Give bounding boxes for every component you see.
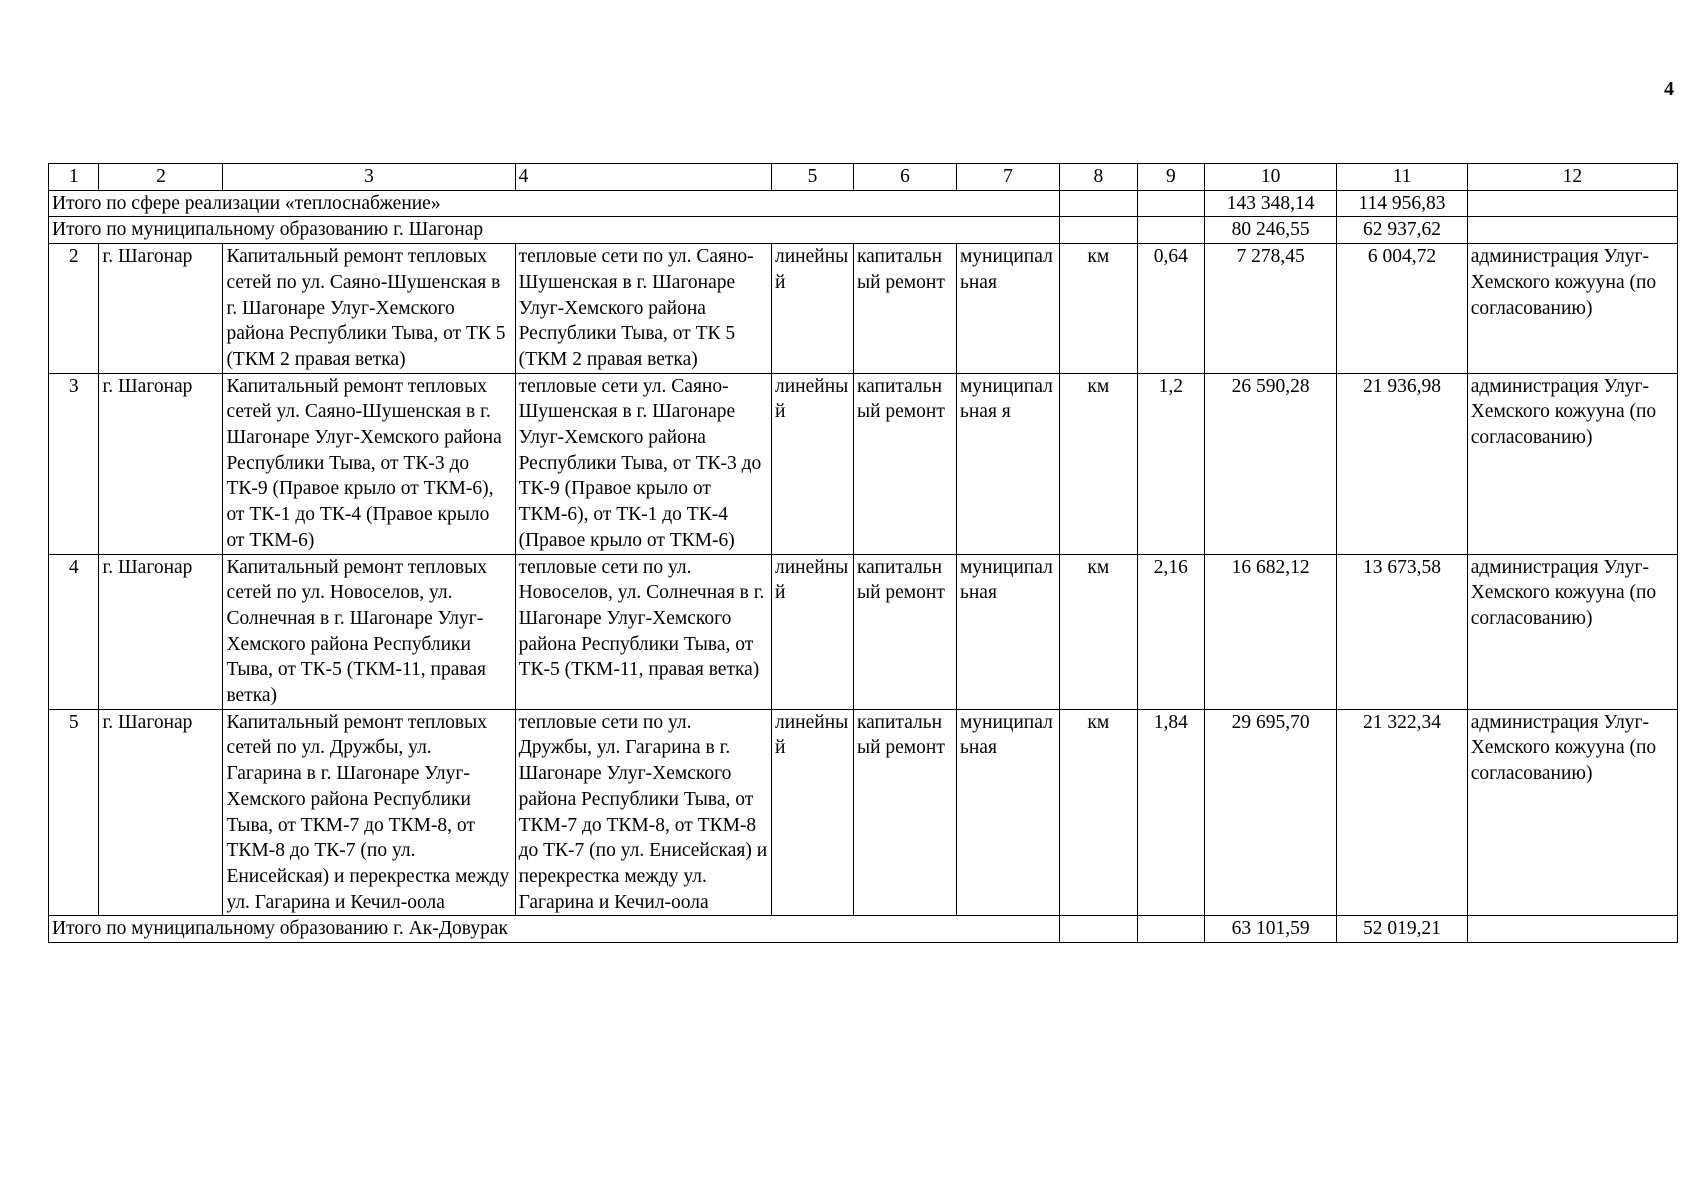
col11-cell: 6 004,72	[1337, 244, 1467, 374]
total-label: Итого по муниципальному образованию г. Ак-Довурак	[49, 916, 1060, 943]
executor-cell: администрация Улуг-Хемского кожууна (по согласованию)	[1467, 244, 1677, 374]
project-name-cell: Капитальный ремонт тепловых сетей по ул. Саяно-Шушенская в г. Шагонаре Улуг-Хемского района Республики Тыва, от ТК 5 (ТКМ 2 правая ветка)	[223, 244, 515, 374]
total-col10: 80 246,55	[1204, 217, 1336, 244]
column-header: 1	[49, 164, 99, 191]
work-type-cell: капитальный ремонт	[853, 373, 956, 554]
row-number: 2	[49, 244, 99, 374]
unit-cell: км	[1059, 244, 1137, 374]
column-header: 6	[853, 164, 956, 191]
column-header: 12	[1467, 164, 1677, 191]
object-cell: тепловые сети по ул. Дружбы, ул. Гагарина в г. Шагонаре Улуг-Хемского района Республики Тыва, от ТКМ-7 до ТКМ-8, от ТКМ-8 до ТК-7 (по ул. Енисейская) и перекрестка между ул. Гагарина и Кечил-оола	[515, 709, 771, 916]
city-cell: г. Шагонар	[99, 554, 223, 709]
total-row	[49, 190, 1678, 217]
city-cell: г. Шагонар	[99, 709, 223, 916]
object-type-cell: линейный	[772, 244, 854, 374]
table-row	[49, 554, 1678, 709]
column-header: 5	[772, 164, 854, 191]
empty-cell	[1137, 190, 1204, 217]
column-header: 4	[515, 164, 771, 191]
unit-cell: км	[1059, 373, 1137, 554]
row-number: 3	[49, 373, 99, 554]
unit-cell: км	[1059, 709, 1137, 916]
project-name-cell: Капитальный ремонт тепловых сетей ул. Саяно-Шушенская в г. Шагонаре Улуг-Хемского района Республики Тыва, от ТК-3 до ТК-9 (Правое крыло от ТКМ-6), от ТК-1 до ТК-4 (Правое крыло от ТКМ-6)	[223, 373, 515, 554]
ownership-cell: муниципальная	[956, 709, 1059, 916]
empty-cell	[1467, 217, 1677, 244]
row-number: 4	[49, 554, 99, 709]
column-header: 11	[1337, 164, 1467, 191]
column-header: 10	[1204, 164, 1336, 191]
ownership-cell: муниципальная	[956, 244, 1059, 374]
col11-cell: 21 936,98	[1337, 373, 1467, 554]
col10-cell: 16 682,12	[1204, 554, 1336, 709]
total-col11: 114 956,83	[1337, 190, 1467, 217]
object-cell: тепловые сети по ул. Новоселов, ул. Солнечная в г. Шагонаре Улуг-Хемского района Республики Тыва, от ТК-5 (ТКМ-11, правая ветка)	[515, 554, 771, 709]
executor-cell: администрация Улуг-Хемского кожууна (по согласованию)	[1467, 554, 1677, 709]
work-type-cell: капитальный ремонт	[853, 554, 956, 709]
col11-cell: 21 322,34	[1337, 709, 1467, 916]
object-type-cell: линейный	[772, 709, 854, 916]
column-number-row	[49, 164, 1678, 191]
column-header: 9	[1137, 164, 1204, 191]
work-type-cell: капитальный ремонт	[853, 709, 956, 916]
empty-cell	[1137, 916, 1204, 943]
page-number: 4	[1664, 78, 1674, 100]
total-row	[49, 916, 1678, 943]
row-number: 5	[49, 709, 99, 916]
col10-cell: 29 695,70	[1204, 709, 1336, 916]
city-cell: г. Шагонар	[99, 373, 223, 554]
quantity-cell: 1,2	[1137, 373, 1204, 554]
city-cell: г. Шагонар	[99, 244, 223, 374]
table-row	[49, 373, 1678, 554]
total-label: Итого по муниципальному образованию г. Шагонар	[49, 217, 1060, 244]
ownership-cell: муниципальная я	[956, 373, 1059, 554]
object-type-cell: линейный	[772, 373, 854, 554]
total-col10: 143 348,14	[1204, 190, 1336, 217]
table-row	[49, 709, 1678, 916]
quantity-cell: 1,84	[1137, 709, 1204, 916]
object-cell: тепловые сети по ул. Саяно-Шушенская в г. Шагонаре Улуг-Хемского района Республики Тыва, от ТК 5 (ТКМ 2 правая ветка)	[515, 244, 771, 374]
total-col11: 62 937,62	[1337, 217, 1467, 244]
empty-cell	[1059, 217, 1137, 244]
col10-cell: 7 278,45	[1204, 244, 1336, 374]
column-header: 8	[1059, 164, 1137, 191]
table-row	[49, 244, 1678, 374]
work-type-cell: капитальный ремонт	[853, 244, 956, 374]
total-label: Итого по сфере реализации «теплоснабжение»	[49, 190, 1060, 217]
project-name-cell: Капитальный ремонт тепловых сетей по ул. Новоселов, ул. Солнечная в г. Шагонаре Улуг-Хемского района Республики Тыва, от ТК-5 (ТКМ-11, правая ветка)	[223, 554, 515, 709]
empty-cell	[1467, 916, 1677, 943]
quantity-cell: 0,64	[1137, 244, 1204, 374]
empty-cell	[1059, 190, 1137, 217]
executor-cell: администрация Улуг-Хемского кожууна (по согласованию)	[1467, 709, 1677, 916]
total-col11: 52 019,21	[1337, 916, 1467, 943]
object-cell: тепловые сети ул. Саяно-Шушенская в г. Шагонаре Улуг-Хемского района Республики Тыва, от ТК-3 до ТК-9 (Правое крыло от ТКМ-6), от ТК-1 до ТК-4 (Правое крыло от ТКМ-6)	[515, 373, 771, 554]
works-table	[48, 163, 1678, 943]
quantity-cell: 2,16	[1137, 554, 1204, 709]
col10-cell: 26 590,28	[1204, 373, 1336, 554]
executor-cell: администрация Улуг-Хемского кожууна (по согласованию)	[1467, 373, 1677, 554]
empty-cell	[1137, 217, 1204, 244]
column-header: 3	[223, 164, 515, 191]
unit-cell: км	[1059, 554, 1137, 709]
total-col10: 63 101,59	[1204, 916, 1336, 943]
column-header: 2	[99, 164, 223, 191]
empty-cell	[1059, 916, 1137, 943]
ownership-cell: муниципальная	[956, 554, 1059, 709]
total-row	[49, 217, 1678, 244]
column-header: 7	[956, 164, 1059, 191]
object-type-cell: линейный	[772, 554, 854, 709]
col11-cell: 13 673,58	[1337, 554, 1467, 709]
empty-cell	[1467, 190, 1677, 217]
project-name-cell: Капитальный ремонт тепловых сетей по ул. Дружбы, ул. Гагарина в г. Шагонаре Улуг-Хемского района Республики Тыва, от ТКМ-7 до ТКМ-8, от ТКМ-8 до ТК-7 (по ул. Енисейская) и перекрестка между ул. Гагарина и Кечил-оола	[223, 709, 515, 916]
